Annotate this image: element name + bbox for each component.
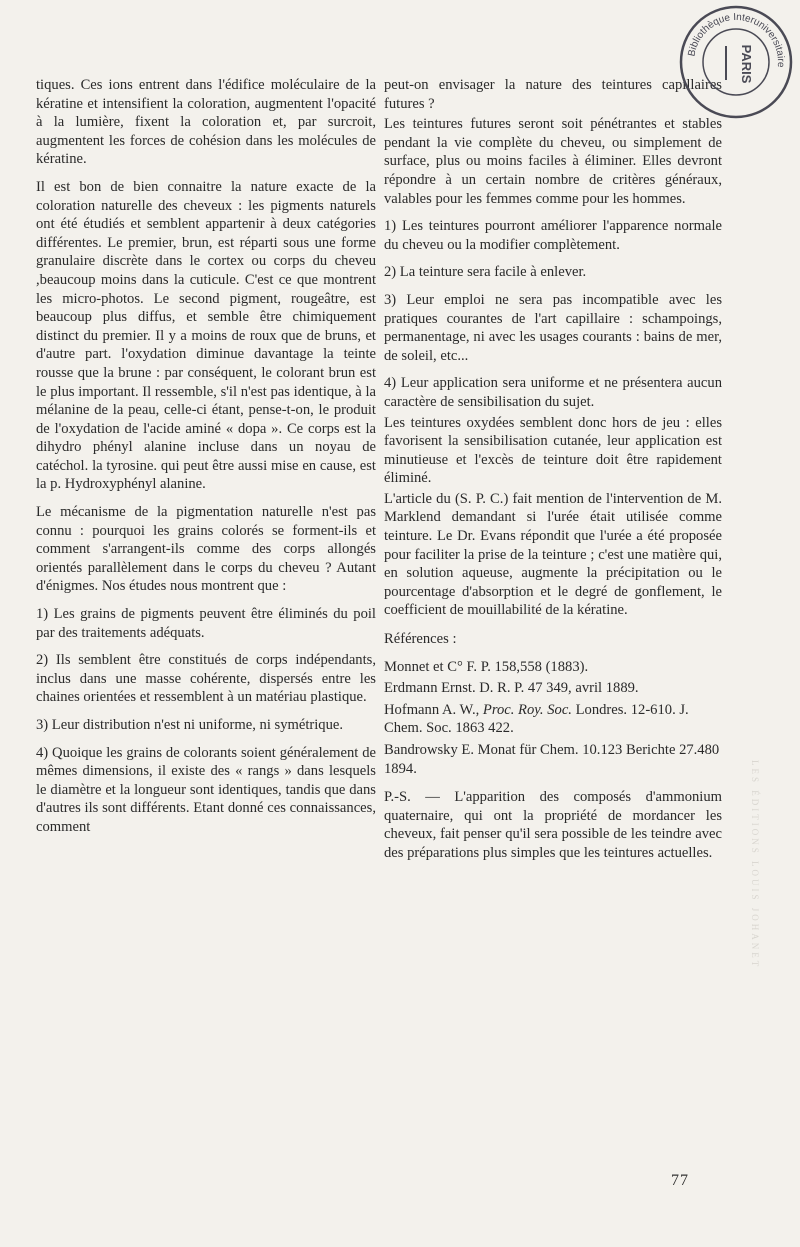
reference-hofmann-journal: Proc. Roy. Soc. [482, 701, 572, 718]
postscript: P.-S. — L'apparition des composés d'ammonium quaternaire, qui ont la propriété de mordancer les cheveux, fait penser qu'il sera possible de les teindre avec des préparations plus simples que les teintures actuelles. [384, 789, 722, 861]
references-list [384, 658, 722, 779]
paragraph-urea: L'article du (S. P. C.) fait mention de l'intervention de M. Marklend demandant si l'urée était utilisée comme teinture. Le Dr. Evans répondit que l'urée a été proposée pour faciliter la prise de la teinture ; c'est une matière qui, en solution aqueuse, augmente la précipitation ou le pourcentage d'absorption et le degré de gonflement, le coefficient de mouillabilité de la kératine. [384, 490, 722, 619]
criterion-1: 1) Les teintures pourront améliorer l'apparence normale du cheveu ou la modifier complètement. [384, 218, 722, 253]
left-column [36, 76, 376, 846]
reference-monnet: Monnet et C° F. P. 158,558 (1883). [384, 658, 589, 675]
finding-2: 2) Ils semblent être constitués de corps indépendants, inclus dans une masse cohérente, dispersés entre les chaines orientées et ressemblent à un matériau plastique. [36, 652, 376, 706]
stamp-icon [676, 2, 796, 122]
paragraph-natural-pigments: Il est bon de bien connaitre la nature exacte de la coloration naturelle des cheveux : les pigments naturels ont été étudiés et semblent appartenir à deux catégories différentes. Le premier, brun, est réparti sous une forme granulaire discrète dans le cortex ou corps du cheveu ,beaucoup moins dans la cuticule. C'est ce que montrent les micro-photos. Le second pigment, rougeâtre, est beaucoup plus diffus, et semble être chimiquement distinct du premier. Il y a moins de roux que de bruns, et d'autre part. l'oxydation diminue davantage la teinte rousse que la brune : par conséquent, le colorant brun est le plus important. Il ressemble, s'il n'est pas identique, à la mélanine de la peau, celle-ci étant, pense-t-on, le produit de l'oxydation de l'acide aminé « dopa ». Ce corps est la dihydro phényl alanine incluse dans un noyau de catéchol. la tyrosine. qui peut être aussi mise en cause, est la p. Hydroxyphényl alanine. [36, 178, 376, 493]
page-number: 77 [671, 1172, 689, 1189]
library-stamp [676, 2, 796, 122]
reference-hofmann [384, 701, 722, 738]
finding-1: 1) Les grains de pigments peuvent être éliminés du poil par des traitements adéquats. [36, 606, 376, 641]
right-column [384, 76, 722, 872]
reference-bandrowsky: Bandrowsky E. Monat für Chem. 10.123 Berichte 27.480 1894. [384, 742, 720, 777]
faint-watermark: LES ÉDITIONS LOUIS JOHANET [750, 760, 760, 970]
criterion-4: 4) Leur application sera uniforme et ne présentera aucun caractère de sensibilisation du sujet. [384, 375, 722, 410]
stamp-center-text: PARIS [739, 44, 754, 84]
paragraph-future-dyes-question: peut-on envisager la nature des teintures capillaires futures ? [384, 77, 722, 112]
paragraph-future-dyes: Les teintures futures seront soit pénétrantes et stables pendant la vie complète du cheveu, ou simplement de surface, plus ou moins faciles à éliminer. Elles devront répondre à un certain nombre de critères généraux, valables pour les femmes comme pour les hommes. [384, 116, 722, 207]
finding-3: 3) Leur distribution n'est ni uniforme, ni symétrique. [36, 717, 344, 733]
reference-hofmann-author: Hofmann A. W., [384, 701, 483, 718]
finding-4: 4) Quoique les grains de colorants soient généralement de mêmes dimensions, il existe des « rangs » dans lesquels le diamètre et la longueur sont identiques, tandis que dans d'autres ils sont différents. Etant donné ces connaissances, comment [36, 744, 376, 835]
reference-erdmann: Erdmann Ernst. D. R. P. 47 349, avril 1889. [384, 680, 639, 697]
paragraph-pigmentation-mechanism: Le mécanisme de la pigmentation naturelle n'est pas connu : pourquoi les grains colorés se forment-ils et comment s'arrangent-ils comme des corps allongés orientés parallèlement dans le corps du cheveu ? Autant d'énigmes. Nos études nous montrent que : [36, 504, 376, 595]
stamp-ring-text: Bibliothèque Interuniversitaire [686, 11, 787, 68]
paragraph-oxidized-dyes: Les teintures oxydées semblent donc hors de jeu : elles favorisent la sensibilisation cutanée, leur application est minutieuse et l'excès de teinture doit être rapidement éliminé. [384, 414, 722, 487]
references-heading: Références : [384, 631, 457, 648]
paragraph-kératine-ions: tiques. Ces ions entrent dans l'édifice moléculaire de la kératine et intensifient la coloration, augmentent l'opacité à la lumière, fixent la coloration et, par surcroit, augmentent les forces de cohésion dans les molécules de kératine. [36, 77, 376, 168]
reference-hofmann-rest: Londres. 12-610. J. Chem. Soc. 1863 422. [384, 701, 689, 737]
criterion-3: 3) Leur emploi ne sera pas incompatible avec les pratiques courantes de l'art capillaire : schampoings, permanentage, ni avec les usages courants : bains de mer, de soleil, etc... [384, 291, 722, 364]
criterion-2: 2) La teinture sera facile à enlever. [384, 264, 587, 281]
